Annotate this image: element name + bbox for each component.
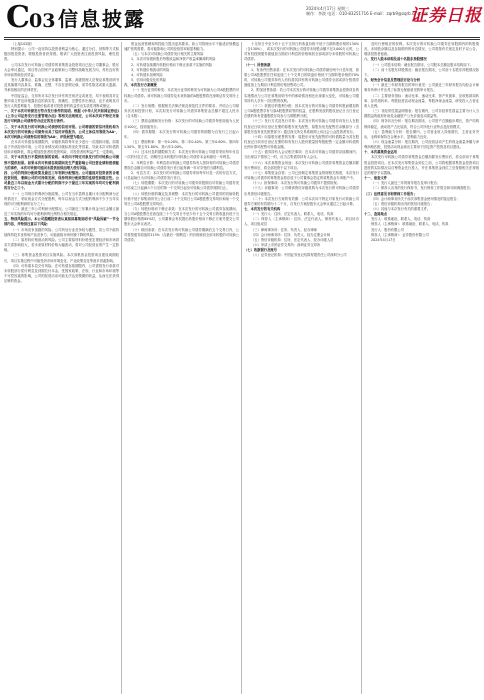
body-paragraph: （三）募集资金投资项目实施风险。本次募集资金投资项目建设周期较长，项目实施过程中可能受到市场环境变化、产业政策变化等诸多因素影响。 (4, 253, 119, 263)
body-paragraph: （九）转股价格向下修正条款：在本次发行的可转换公司债券存续期间，当公司A股股票在任意连续三十个交易日中至少有十五个交易日的收盘价低于当期转股价格的85%时，公司董事会有权提出转股价格向下修正方案并提交公司股东大会审议表决。 (124, 207, 239, 227)
body-paragraph: （七）转股期限：本次发行的可转换公司债券转股期自可转换公司债券发行结束之日起满六个月后的第一个交易日起至可转换公司债券到期日止。 (124, 181, 239, 191)
body-paragraph: 2024年4月17日 (371, 237, 396, 242)
body-paragraph: 5、信用评级变化的风险 (131, 78, 167, 83)
contact-line: 制作：李波 电话：010-83251716 E-mail：zqrb9@zqrb.sina.net (306, 11, 428, 16)
body-paragraph: 1、本次可转债转股后每股收益和净资产收益率摊薄的风险 (131, 57, 216, 62)
body-paragraph: （一）发行人最近三年的财务报告及审计报告； (371, 181, 441, 186)
header-rule (4, 37, 480, 38)
body-paragraph: 2、付息方式：本次发行的可转换公司债券采用每年付息一次的付息方式，计息起始日为可转换公司债券发行首日。 (124, 170, 239, 181)
body-paragraph: （六）申请上市的证券交易所：深圳证券交易所 (251, 243, 321, 248)
body-paragraph: 3、可转债价格波动的风险 (131, 67, 170, 72)
body-paragraph: （四）会计师事务所关于前次募集资金使用情况的鉴证报告； (371, 196, 461, 201)
body-paragraph: 1、年利息计算：年利息指可转换公司债券持有人按持有的可转换公司债券票面总金额自可转换公司债券发行首日起每满一年可享受的当期利息。 (124, 160, 239, 170)
section-heading: （十一）回售条款 (244, 62, 271, 67)
column-divider (121, 42, 122, 694)
body-paragraph: （四）会计师事务所：住所、负责人、经办注册会计师 (251, 232, 331, 237)
body-paragraph: （三）票面金额和发行价格：本次发行的可转换公司债券每张面值为人民币100元，按面值发行。 (124, 119, 239, 129)
body-paragraph: （二）保荐人出具的发行保荐书、发行保荐工作报告和尽职调查报告； (371, 186, 474, 191)
text-column-1 (4, 42, 119, 694)
body-paragraph: （一）市场竞争加剧的风险。公司所处行业竞争较为激烈，若公司不能持续保持技术优势和产品竞争力，可能面临市场份额下降的风险。 (4, 227, 119, 237)
section-heading: 十、本次募集资金运用 (364, 150, 397, 155)
body-paragraph: 保荐人（主承销商）：证券股份有限公司 (371, 232, 429, 237)
body-paragraph: （一）发行人：住所、法定代表人、联系人、电话、传真 (251, 212, 334, 217)
body-paragraph: 特别提示：公司一直坚持以投资者利益为核心，通过分红、回购等方式积极回报投资者，增强投资者获得感。敬请广大投资者注意投资风险，理性投资。 (4, 47, 119, 62)
section-title: 信息披露 (58, 7, 146, 31)
body-paragraph: （五）资信评级机构：住所、法定代表人、经办评级人员 (251, 237, 334, 242)
body-paragraph: （二）主要财务指标：流动比率、速动比率、资产负债率、应收账款周转率、存货周转率、每股经营活动现金流量、每股净现金流量、研发投入占营业收入比例。 (364, 93, 479, 108)
body-paragraph: （三）非经常性损益明细表：报告期内，公司非经常性损益主要为计入当期损益的政府补助及金融资产公允价值变动损益等。 (364, 109, 479, 119)
page-letter: C (6, 0, 30, 35)
header-rule-thin (4, 39, 480, 40)
body-paragraph: 在本次可转债存续期限内，评级机构将每年至少进行一次跟踪评级。如果由于外部经营环境、公司自身情况或评级标准变化等因素，导致本次可转债的信用评级降低，将会增加投资者的投资风险，对投资者的利益产生一定影响。 (4, 139, 119, 155)
body-paragraph: （十七）募集资金存管：公司已经制定募集资金管理相关制度，本次发行可转换公司债券的募集资金将存放于公司董事会指定的募集资金专项账户中。 (244, 170, 359, 181)
section-heading: 六、本次发行方案概要 (124, 83, 157, 88)
body-paragraph: 公司本次发行可转换公司债券的募集资金投资项目已经公司董事会、股东大会审议通过，项目符合国家产业政策和公司整体战略发展方向，具有良好的市场前景和经济效益。 (4, 62, 119, 77)
body-paragraph: （五）盈利能力分析：报告期内，公司营业收入持续增长，主营业务突出，毛利率保持在合理水平，盈利能力良好。 (364, 129, 479, 139)
body-paragraph: 及时行使相应的权利。本次发行的可转换公司债券在转股期内的转股情况、未转股余额以及存续期内的付息情况，公司将按有关规定及时予以公告，敬请投资者留意。 (364, 42, 479, 57)
section-heading: 十一、备查文件 (364, 176, 388, 181)
body-paragraph: （二）最近三年公司利润分配情况。公司最近三年累计现金分红金额占最近三年实现的年均可分配利润的比例符合相关规定。 (4, 207, 119, 217)
body-paragraph: （二）发行规模：根据相关法律法规及规范性文件的要求，并结合公司财务状况和投资计划，本次拟发行可转换公司债券募集资金总额不超过人民币（含本数）。 (124, 103, 239, 119)
page-number-badge (6, 0, 56, 35)
body-paragraph: （一）公司股本结构：截至报告期末，公司股本总额及股本结构如下。 (371, 62, 474, 67)
body-paragraph: （十）赎回条款：在本次发行的可转换公司债券期满后五个交易日内，公司将按债券面值的115%（含最后一期利息）的价格赎回全部未转股的可转换公司债券。 (124, 227, 239, 242)
section-heading: 十二、查阅地点 (364, 212, 388, 217)
body-paragraph: （二十）本次发行方案的有效期：公司本次向不特定对象发行可转换公司债券方案的有效期为十二个月，自发行方案经股东大会审议通过之日起计算。 (244, 196, 359, 206)
body-paragraph: （六）现金流量分析：报告期内，公司经营活动产生的现金流量净额与净利润相匹配，投资活动现金流出主要用于固定资产投资及项目建设。 (364, 139, 479, 150)
header-meta (306, 6, 428, 16)
body-paragraph: （六）其他与本次发行有关的重要文件。 (371, 207, 431, 211)
text-column-3 (244, 42, 359, 694)
text-column-2 (124, 42, 239, 694)
body-paragraph: （八）转股价格的确定及其调整：本次发行的可转换公司债券的初始转股价格不低于募集说明书公告日前二十个交易日公司A股股票交易均价和前一个交易日公司A股股票交易均价。 (124, 191, 239, 206)
page-header (0, 0, 484, 40)
section-heading: （三）法律意见书和律师工作报告； (364, 191, 417, 196)
body-paragraph: （二）原材料价格波动的风险。公司主要原材料价格受宏观经济和市场供求关系影响较大，若未来原材料价格大幅波动，将对公司经营业绩产生一定影响。 (4, 237, 119, 253)
body-paragraph: 发行人：联系地址、联系人、电话、传真 (371, 217, 431, 222)
body-paragraph: 发行人董事会、监事会及全体董事、监事、高级管理人员保证募集说明书及其摘要内容真实、准确、完整，不存在虚假记载、误导性陈述或重大遗漏，并承担相应的法律责任。 (4, 78, 119, 93)
column-divider (241, 42, 242, 694)
section-heading: （七）收款银行及账号 (244, 248, 277, 253)
body-paragraph: （六）还本付息的期限和方式：本次发行的可转换公司债券采用每年付息一次的付息方式，到期归还未转股的可转换公司债券本金和最后一年利息。 (124, 150, 239, 160)
section-heading: 五、特别风险提示。本公司提醒投资者认真阅读募集说明书“风险因素”一节全部内容，并特别注意以下风险： (4, 217, 119, 227)
body-paragraph: 本次发行可转换公司债券募集资金总额扣除发行费用后，将全部用于募集资金投资项目。在本次发行募集资金到位之前，公司将根据募集资金投资项目进度的实际情况以自筹资金先行投入，并在募集资金到位之后按照相关法规规定的程序予以置换。 (364, 155, 479, 175)
section-heading: 八、发行人股本结构及前十名股东持股情况 (364, 57, 427, 62)
body-paragraph: （十八）担保事项：本次发行的可转换公司债券不提供担保。 (251, 181, 341, 186)
body-paragraph: 十交易日中至少有十五个交易日的收盘价格不低于当期转股价格的130%（含130%），或本次发行的可转换公司债券未转股余额不足3,000万元时，公司有权按照债券面值加当期应计利息的价格赎回全部或部分未转股的可转换公司债券。 (244, 42, 359, 62)
body-paragraph: 4、可转债未担保风险 (131, 72, 163, 77)
body-paragraph: （一）发行证券的种类：本次发行证券的种类为可转换为公司A股股票的可转换公司债券。该可转换公司债券及未来转换的A股股票将在深圳证券交易所上市。 (124, 88, 239, 103)
body-paragraph: （一）最近三年财务报告的审计意见：公司最近三年财务报告均经会计师事务所审计并出具了标准无保留意见的审计报告。 (364, 83, 479, 93)
body-paragraph: 2、可转债存续期内转股价格向下修正条款不实施的风险 (131, 62, 213, 67)
page-number: 03 (29, 10, 56, 32)
section-heading: 三、关于本次发行不提供担保的说明。本次向不特定对象发行的可转换公司债券不提供担保。如果本次可转债存续期间发生严重影响公司经营业绩和偿债能力的事件，本次可转债可能因未提供担保而增大偿付风险。 (4, 155, 119, 170)
body-paragraph: （十三）发行方式及发行对象：本次发行的可转换公司债券向发行人在股权登记日收市后登记在册的原股东优先配售，原股东优先配售后余额部分（含原股东放弃优先配售部分）通过深交所交易系统网上向社会公众投资者发行。 (244, 119, 359, 134)
body-paragraph: 保荐人（主承销商）：联系地址、联系人、电话、传真 (371, 222, 449, 227)
body-paragraph: （五）票面利率：第一年0.20%、第二年0.40%、第三年0.80%、第四年1.50%、第五年1.80%、第六年2.00%。 (124, 139, 239, 150)
section-heading: 七、本次发行的有关机构 (244, 207, 281, 211)
body-paragraph: （十五）债券持有人会议相关事项：在本次可转换公司债券存续期间内，当出现以下情形之一时，应当召集债券持有人会议。 (244, 150, 359, 160)
body-paragraph: （三）律师事务所：住所、负责人、经办律师 (251, 227, 317, 232)
body-paragraph: 2、附加回售条款：若公司本次发行的可转换公司债券募集资金投资项目的实施情况与公司在募集说明书中的承诺情况相比出现重大变化，可转换公司债券持有人享有一次回售的权利。 (244, 88, 359, 103)
body-paragraph: （四）债券期限：本次发行的可转换公司债券的期限为自发行之日起六年。 (124, 129, 239, 139)
body-paragraph: 1、有条件回售条款：在本次发行的可转换公司债券最后两个计息年度，如果公司A股股票在任何连续三十个交易日的收盘价格低于当期转股价格的70%时，可转换公司债券持有人有权将其持有的可转换公司债券全部或部分按债券面值加上当期应计利息的价格回售给公司。 (244, 67, 359, 88)
text-column-4 (364, 42, 479, 694)
newspaper-masthead: 证券日报 (410, 6, 482, 26)
body-paragraph: 中国证监会、交易所对本次发行所作的任何决定或意见，均不表明其对注册申请文件及所披露信息的真实性、准确性、完整性作出保证，也不表明其对发行人的盈利能力、投资价值或者对投资者的收益作出实质性判断或保证。 (4, 93, 119, 108)
body-paragraph: （八）证券登记机构：中国证券登记结算有限责任公司深圳分公司 (251, 253, 347, 258)
body-paragraph: （四）财务状况分析：报告期各期末，公司资产总额稳步增长，资产结构保持稳定，流动资产占比较高，符合公司所处行业特点及经营模式。 (364, 119, 479, 129)
body-paragraph: （十九）评级事项：公司聘请资信评级机构为本次发行的可转换公司债券出具资信评级报告。 (244, 186, 359, 196)
body-paragraph: （二）保荐人（主承销商）：住所、法定代表人、保荐代表人、项目协办人、项目组成员 (244, 217, 359, 227)
section-heading: 一、关于本次可转债发行符合发行条件的说明。根据《中华人民共和国证券法》《上市公司证券发行注册管理办法》等相关法规规定，公司本次向不特定对象发行可转换公司债券符合法定的发行条件。 (4, 109, 119, 124)
date-line: 2024年4月17日 星期三 (306, 6, 350, 11)
section-heading: 九、财务会计信息及管理层讨论与分析 (364, 78, 421, 83)
article-body (4, 42, 480, 694)
body-paragraph: （十六）本次募集资金用途：本次发行可转换公司债券募集资金总额扣除发行费用后，将全部投资于以下项目。 (244, 160, 359, 170)
body-paragraph: 发行人：股份有限公司 (371, 227, 404, 232)
section-heading: 四、公司的利润分配政策及最近三年利润分配情况。公司重视对投资者的合理投资回报，兼顾公司的可持续发展，保持利润分配政策的连续性和稳定性。公司最近三年以现金方式累计分配的利润不少于最近三年实现的年均可分配利润的百分之三十。 (4, 170, 119, 191)
body-paragraph: （十二）转股后的股利分配：因本次发行的可转换公司债券转股而增加的公司A股股票享有与原A股股票同等的权益，在股利发放的股权登记日当日登记在册的所有普通股股东均参与当期股利分配。 (244, 103, 359, 119)
body-paragraph: （五）与本次可转换公司债券发行相关的主要风险 (131, 52, 204, 57)
column-divider (361, 42, 362, 694)
body-paragraph: 资金运营管理和风控能力提出更高要求。如公司管理水平不能适应规模迅速扩张的需要，将可能影响公司的经营效率和盈利能力。 (124, 42, 239, 52)
body-paragraph: （二）前十名股东持股情况：截至报告期末，公司前十名股东持股情况如下。 (364, 67, 479, 77)
section-heading: 二、关于本次发行的可转换公司债券的信用评级。公司聘请的资信评级机构为本次发行的可转换公司债券出具了信用评级报告，公司主体信用等级为AA-，本次可转换公司债券信用等级为AA-，评级展望为稳定。 (4, 124, 119, 139)
body-paragraph: （五）资信评级机构出具的资信评级报告； (371, 201, 434, 206)
body-paragraph: （上接C02版） (11, 42, 34, 46)
body-paragraph: （一）公司现行的利润分配政策。公司在当年盈利且累计未分配利润为正的情况下，采取现金方式分配股利，每年以现金方式分配的利润不少于当年实现的可分配利润的百分之十。 (4, 191, 119, 206)
body-paragraph: （四）可转债本息兑付风险。在可转债存续期限内，公司需按发行条款对未转股部分偿付利息及到期兑付本金。受国家政策、法规、行业和市场环境等不可控因素的影响，公司的经营活动可能无法达到预期的收益，从而无法获得足够的资金。 (4, 263, 119, 284)
body-paragraph: （十四）向原股东配售的安排：原股东可优先配售的可转债数量为其在股权登记日收市后登记在册的持有发行人股份数量按每股配售一定金额可转债的比例计算可配售可转债金额。 (244, 134, 359, 150)
